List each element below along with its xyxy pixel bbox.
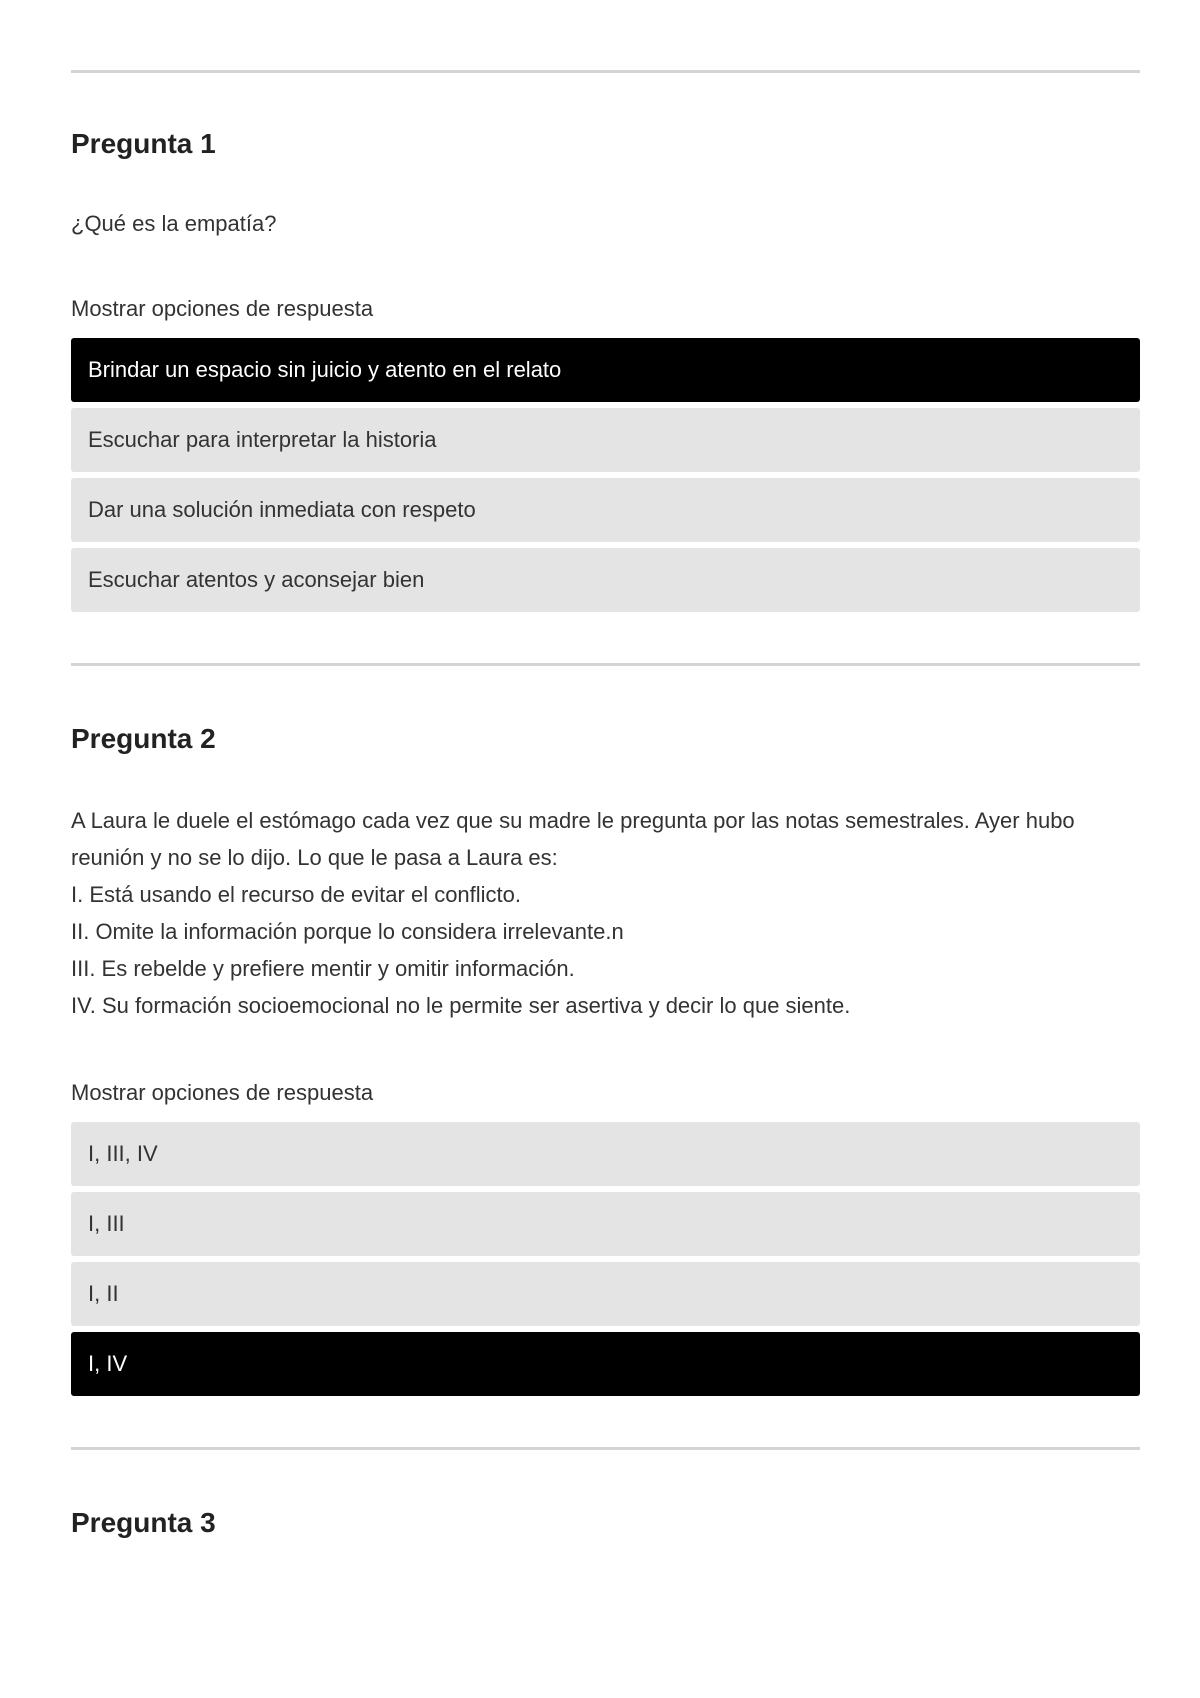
question-title: Pregunta 2 <box>71 723 216 754</box>
quiz-page <box>71 0 1140 1540</box>
answer-option-selected[interactable]: I, IV <box>71 1332 1140 1396</box>
answer-options <box>71 338 1140 612</box>
divider <box>71 663 1140 666</box>
answer-option[interactable]: Escuchar para interpretar la historia <box>71 408 1140 472</box>
question-text-line: IV. Su formación socioemocional no le permite ser asertiva y decir lo que siente. <box>71 993 851 1018</box>
show-options-toggle[interactable]: Mostrar opciones de respuesta <box>71 1080 374 1105</box>
question-1 <box>71 127 1140 612</box>
question-title: Pregunta 3 <box>71 1507 216 1538</box>
divider <box>71 70 1140 73</box>
answer-option[interactable]: Escuchar atentos y aconsejar bien <box>71 548 1140 612</box>
question-3 <box>71 1506 1140 1540</box>
question-text <box>71 205 1140 242</box>
question-text-line: III. Es rebelde y prefiere mentir y omitir información. <box>71 956 575 981</box>
divider <box>71 1447 1140 1450</box>
answer-option-selected[interactable]: Brindar un espacio sin juicio y atento en el relato <box>71 338 1140 402</box>
show-options-toggle[interactable]: Mostrar opciones de respuesta <box>71 296 374 321</box>
question-text-line: ¿Qué es la empatía? <box>71 211 277 236</box>
question-text <box>71 802 1140 1024</box>
answer-options <box>71 1122 1140 1396</box>
question-text-line: II. Omite la información porque lo considera irrelevante.n <box>71 919 624 944</box>
question-title: Pregunta 1 <box>71 128 216 159</box>
answer-option[interactable]: I, II <box>71 1262 1140 1326</box>
answer-option[interactable]: Dar una solución inmediata con respeto <box>71 478 1140 542</box>
answer-option[interactable]: I, III <box>71 1192 1140 1256</box>
question-text-line: A Laura le duele el estómago cada vez que su madre le pregunta por las notas semestrales. Ayer hubo <box>71 808 1075 833</box>
question-text-line: I. Está usando el recurso de evitar el conflicto. <box>71 882 522 907</box>
answer-option[interactable]: I, III, IV <box>71 1122 1140 1186</box>
question-text-line: reunión y no se lo dijo. Lo que le pasa a Laura es: <box>71 845 558 870</box>
question-2 <box>71 722 1140 1396</box>
